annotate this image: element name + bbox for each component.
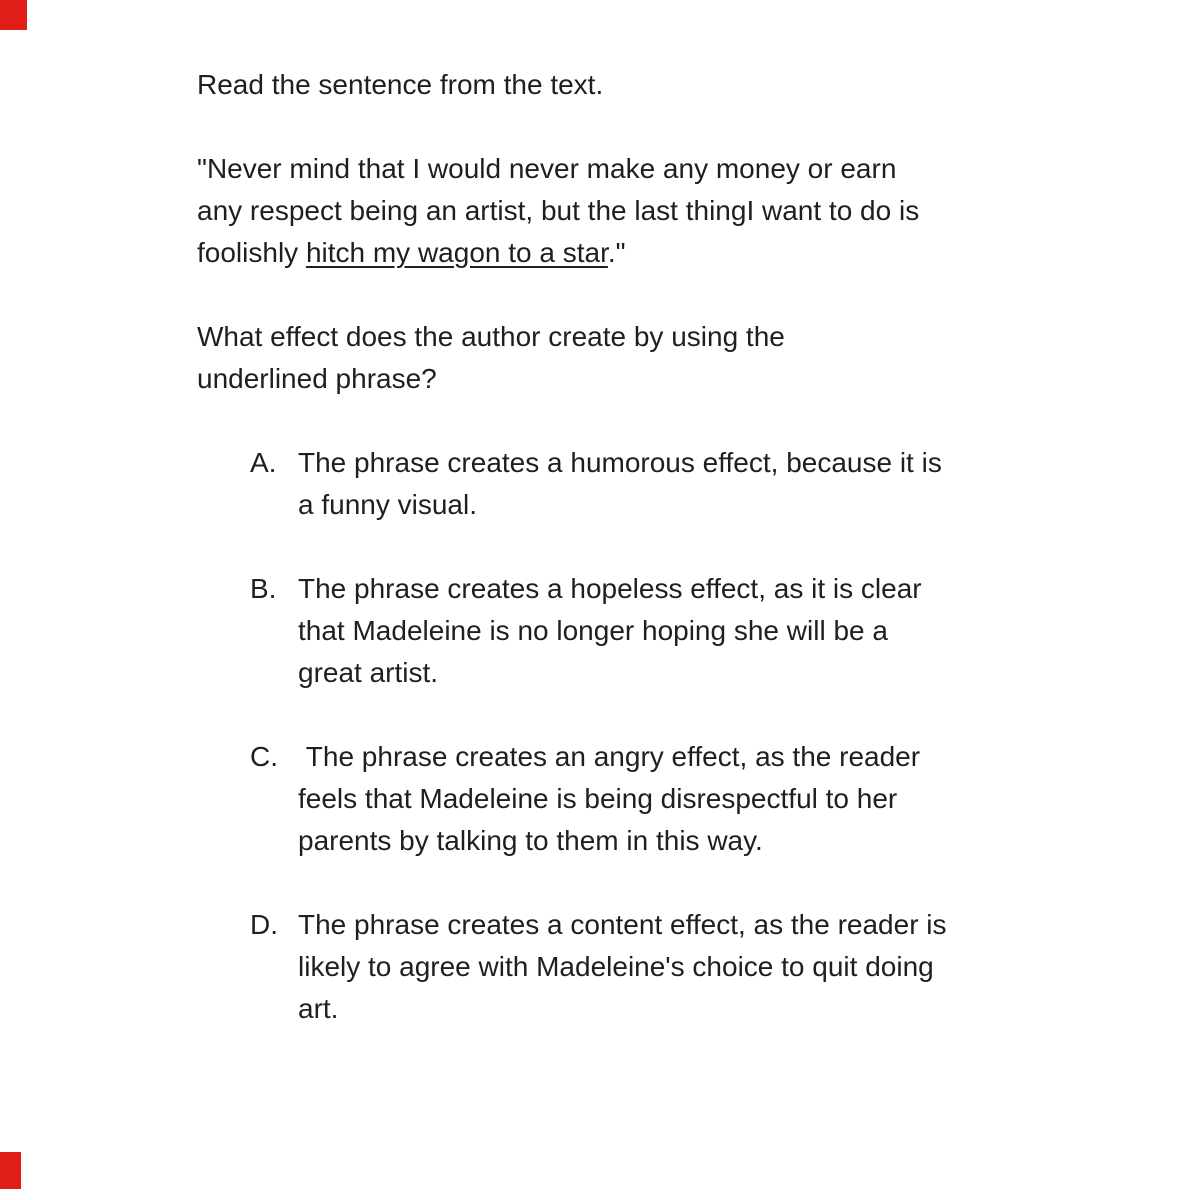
question-panel (197, 64, 977, 1072)
option-c-text: The phrase creates an angry effect, as the reader feels that Madeleine is being disrespectful to her parents by talking to them in this way. (298, 741, 928, 856)
option-d-label: D. (250, 909, 278, 940)
red-marker-top-left (0, 0, 27, 30)
red-marker-bottom-left (0, 1152, 21, 1189)
option-b-label: B. (250, 573, 277, 604)
answer-option-c[interactable] (250, 736, 977, 862)
question-intro: Read the sentence from the text. (197, 69, 604, 100)
option-b-text: The phrase creates a hopeless effect, as it is clear that Madeleine is no longer hoping she will be a great artist. (298, 573, 930, 688)
answer-option-b[interactable] (250, 568, 977, 694)
option-d-text: The phrase creates a content effect, as the reader is likely to agree with Madeleine's choice to quit doing art. (298, 909, 955, 1024)
quote-text-post: ." (607, 237, 626, 268)
option-a-text: The phrase creates a humorous effect, because it is a funny visual. (298, 447, 950, 520)
answer-option-a[interactable] (250, 442, 977, 526)
quoted-sentence (197, 148, 927, 274)
answer-option-d[interactable] (250, 904, 977, 1030)
quote-text-pre: "Never mind that I would never make any money or earn any respect being an artist, but the last thingI want to do is foolishly (197, 153, 927, 268)
option-c-label: C. (250, 741, 278, 772)
question-prompt: What effect does the author create by using the underlined phrase? (197, 321, 793, 394)
quote-underlined-phrase: hitch my wagon to a star (305, 237, 608, 268)
option-a-label: A. (250, 447, 277, 478)
answer-options (197, 442, 977, 1030)
